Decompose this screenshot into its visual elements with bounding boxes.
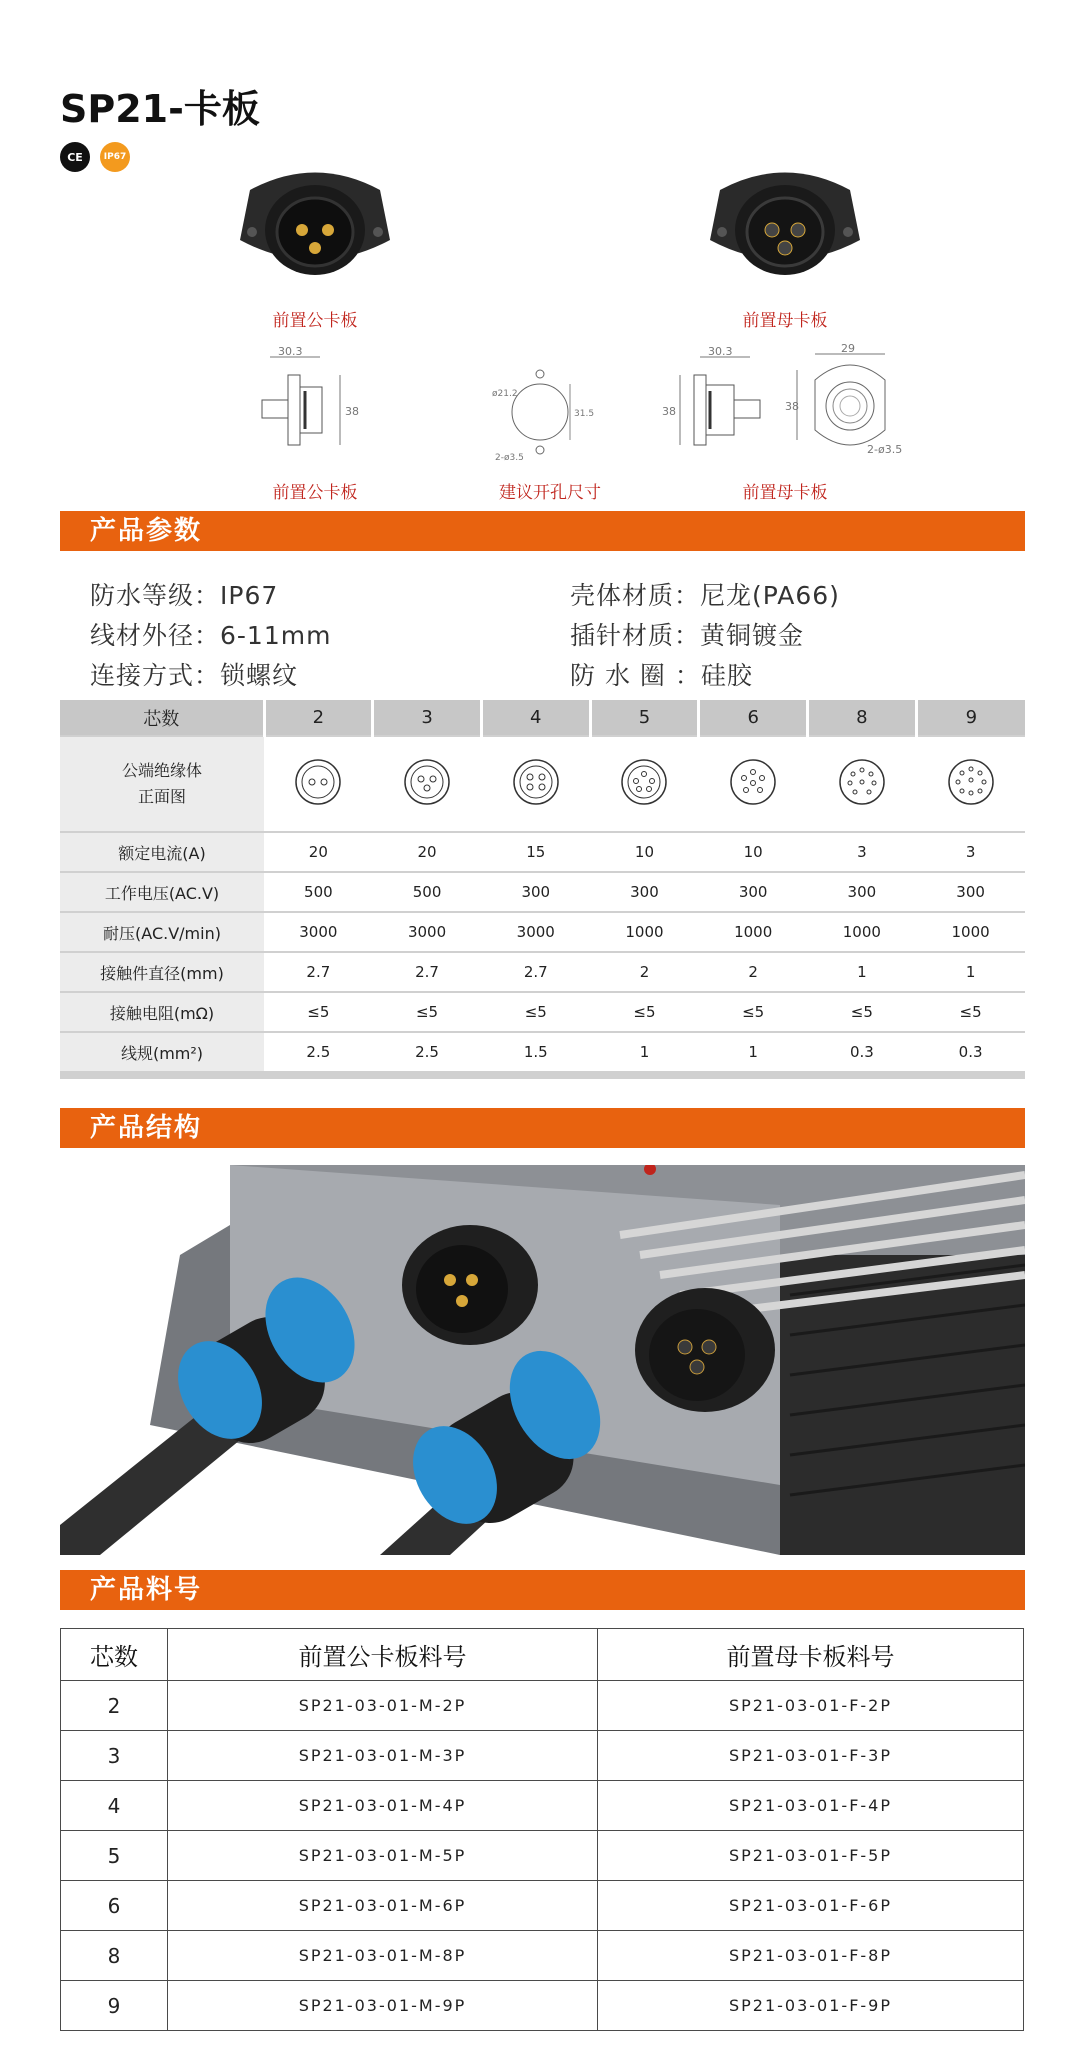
female-front-drawing: [785, 340, 935, 465]
spec-row-label: 线规(mm²): [60, 1032, 264, 1072]
female-dimension-drawing: [660, 345, 780, 465]
male-part-number: SP21-03-01-M-3P: [168, 1731, 598, 1781]
hole-drawing-caption: 建议开孔尺寸: [499, 483, 601, 503]
male-part-number: SP21-03-01-M-6P: [168, 1881, 598, 1931]
spec-cell: 300: [916, 872, 1025, 912]
spec-cell: 3: [808, 832, 917, 872]
insulator-face-4-icon: [481, 736, 590, 832]
spec-core-header: 9: [916, 700, 1025, 736]
female-part-number: SP21-03-01-F-6P: [598, 1881, 1024, 1931]
female-drawing-caption: 前置母卡板: [742, 483, 828, 503]
male-dimension-drawing: [250, 345, 370, 465]
female-width-label: 30.3: [708, 345, 733, 358]
param-cable: 线材外径：6-11mm: [90, 621, 332, 650]
param-seal: 防 水 圈 ：硅胶: [570, 661, 753, 690]
spec-header-label: 芯数: [60, 700, 264, 736]
male-height-label: 38: [345, 405, 359, 418]
insulator-face-6-icon: [699, 736, 808, 832]
spec-core-header: 4: [481, 700, 590, 736]
part-core-count: 8: [61, 1931, 168, 1981]
part-row: [61, 1831, 1024, 1881]
spec-face-row: [60, 736, 1025, 832]
spec-cell: 3000: [373, 912, 482, 952]
male-width-label: 30.3: [278, 345, 303, 358]
front-screw-label: 2-ø3.5: [867, 443, 903, 456]
male-front-caption: 前置公卡板: [272, 311, 358, 331]
spec-core-header: 5: [590, 700, 699, 736]
spec-cell: 300: [590, 872, 699, 912]
spec-cell: 1000: [916, 912, 1025, 952]
female-part-number: SP21-03-01-F-4P: [598, 1781, 1024, 1831]
insulator-face-5-icon: [590, 736, 699, 832]
spec-cell: 2.7: [264, 952, 373, 992]
spec-table-footer-bar: [60, 1072, 1025, 1078]
female-connector-image: [700, 160, 870, 290]
part-header-female: 前置母卡板料号: [598, 1629, 1024, 1681]
spec-cell: 20: [264, 832, 373, 872]
hole-side-label: 31.5: [574, 409, 595, 419]
insulator-face-8-icon: [808, 736, 917, 832]
part-core-count: 6: [61, 1881, 168, 1931]
spec-core-header: 6: [699, 700, 808, 736]
front-height-label: 38: [785, 400, 799, 413]
spec-row: [60, 1032, 1025, 1072]
ip67-badge-icon: IP67: [100, 142, 130, 172]
insulator-face-9-icon: [916, 736, 1025, 832]
param-connection: 连接方式：锁螺纹: [90, 661, 299, 690]
part-core-count: 2: [61, 1681, 168, 1731]
spec-cell: ≤5: [373, 992, 482, 1032]
part-core-count: 4: [61, 1781, 168, 1831]
spec-core-header: 8: [808, 700, 917, 736]
male-part-number: SP21-03-01-M-9P: [168, 1981, 598, 2031]
spec-cell: 300: [699, 872, 808, 912]
spec-cell: ≤5: [808, 992, 917, 1032]
male-part-number: SP21-03-01-M-4P: [168, 1781, 598, 1831]
spec-cell: 300: [808, 872, 917, 912]
spec-row: [60, 832, 1025, 872]
male-drawing-caption: 前置公卡板: [272, 483, 358, 503]
spec-row-label: 接触电阻(mΩ): [60, 992, 264, 1032]
female-part-number: SP21-03-01-F-2P: [598, 1681, 1024, 1731]
female-part-number: SP21-03-01-F-9P: [598, 1981, 1024, 2031]
male-part-number: SP21-03-01-M-8P: [168, 1931, 598, 1981]
param-shell: 壳体材质：尼龙(PA66): [570, 581, 840, 610]
spec-cell: 1: [590, 1032, 699, 1072]
spec-row-label: 接触件直径(mm): [60, 952, 264, 992]
spec-cell: 2.5: [373, 1032, 482, 1072]
product-structure-image: [60, 1165, 1025, 1555]
part-header-male: 前置公卡板料号: [168, 1629, 598, 1681]
part-number-table: [60, 1628, 1024, 2031]
param-pin: 插针材质：黄铜镀金: [570, 621, 805, 650]
spec-cell: 1: [699, 1032, 808, 1072]
spec-row: [60, 872, 1025, 912]
spec-cell: 500: [373, 872, 482, 912]
male-part-number: SP21-03-01-M-2P: [168, 1681, 598, 1731]
spec-cell: 1: [808, 952, 917, 992]
spec-cell: 10: [590, 832, 699, 872]
spec-face-label: [60, 736, 264, 832]
spec-row-label: 耐压(AC.V/min): [60, 912, 264, 952]
spec-cell: 500: [264, 872, 373, 912]
female-height-label: 38: [662, 405, 676, 418]
hole-dia-label: ø21.2: [492, 389, 518, 399]
part-header-row: [61, 1629, 1024, 1681]
spec-cell: 0.3: [916, 1032, 1025, 1072]
panel-hole-drawing: [490, 360, 600, 465]
female-part-number: SP21-03-01-F-5P: [598, 1831, 1024, 1881]
section-bar-structure: 产品结构: [60, 1108, 1025, 1148]
insulator-face-2-icon: [264, 736, 373, 832]
spec-cell: 20: [373, 832, 482, 872]
spec-row-label: 额定电流(A): [60, 832, 264, 872]
female-part-number: SP21-03-01-F-3P: [598, 1731, 1024, 1781]
spec-cell: 15: [481, 832, 590, 872]
spec-table: [60, 700, 1025, 1079]
spec-cell: 3: [916, 832, 1025, 872]
spec-cell: 3000: [481, 912, 590, 952]
part-core-count: 3: [61, 1731, 168, 1781]
part-core-count: 9: [61, 1981, 168, 2031]
part-core-count: 5: [61, 1831, 168, 1881]
face-label-line2: 正面图: [137, 787, 186, 806]
spec-row: [60, 912, 1025, 952]
insulator-face-3-icon: [373, 736, 482, 832]
spec-cell: 2: [699, 952, 808, 992]
female-front-caption: 前置母卡板: [742, 311, 828, 331]
page-title: SP21-卡板: [60, 87, 260, 131]
spec-cell: 1000: [808, 912, 917, 952]
hole-screw-label: 2-ø3.5: [495, 453, 524, 463]
part-row: [61, 1681, 1024, 1731]
spec-row: [60, 952, 1025, 992]
section-bar-params: 产品参数: [60, 511, 1025, 551]
spec-cell: ≤5: [481, 992, 590, 1032]
param-waterproof: 防水等级：IP67: [90, 581, 279, 610]
spec-cell: 300: [481, 872, 590, 912]
part-header-cores: 芯数: [61, 1629, 168, 1681]
spec-cell: 2.7: [481, 952, 590, 992]
spec-cell: ≤5: [264, 992, 373, 1032]
spec-cell: 1: [916, 952, 1025, 992]
part-row: [61, 1981, 1024, 2031]
face-label-line1: 公端绝缘体: [121, 761, 202, 780]
spec-cell: 0.3: [808, 1032, 917, 1072]
male-part-number: SP21-03-01-M-5P: [168, 1831, 598, 1881]
spec-cell: 2.5: [264, 1032, 373, 1072]
spec-cell: ≤5: [916, 992, 1025, 1032]
spec-cell: 1000: [699, 912, 808, 952]
spec-cell: ≤5: [699, 992, 808, 1032]
male-connector-image: [230, 160, 400, 290]
spec-cell: 1.5: [481, 1032, 590, 1072]
part-row: [61, 1781, 1024, 1831]
spec-cell: 2: [590, 952, 699, 992]
female-part-number: SP21-03-01-F-8P: [598, 1931, 1024, 1981]
part-row: [61, 1731, 1024, 1781]
front-width-label: 29: [841, 342, 855, 355]
spec-cell: 1000: [590, 912, 699, 952]
section-bar-parts: 产品料号: [60, 1570, 1025, 1610]
spec-cell: 3000: [264, 912, 373, 952]
spec-cell: 2.7: [373, 952, 482, 992]
spec-header-row: [60, 700, 1025, 736]
spec-core-header: 2: [264, 700, 373, 736]
ce-mark-icon: CE: [60, 142, 90, 172]
part-row: [61, 1931, 1024, 1981]
part-row: [61, 1881, 1024, 1931]
spec-cell: 10: [699, 832, 808, 872]
spec-row-label: 工作电压(AC.V): [60, 872, 264, 912]
spec-row: [60, 992, 1025, 1032]
spec-core-header: 3: [373, 700, 482, 736]
spec-cell: ≤5: [590, 992, 699, 1032]
